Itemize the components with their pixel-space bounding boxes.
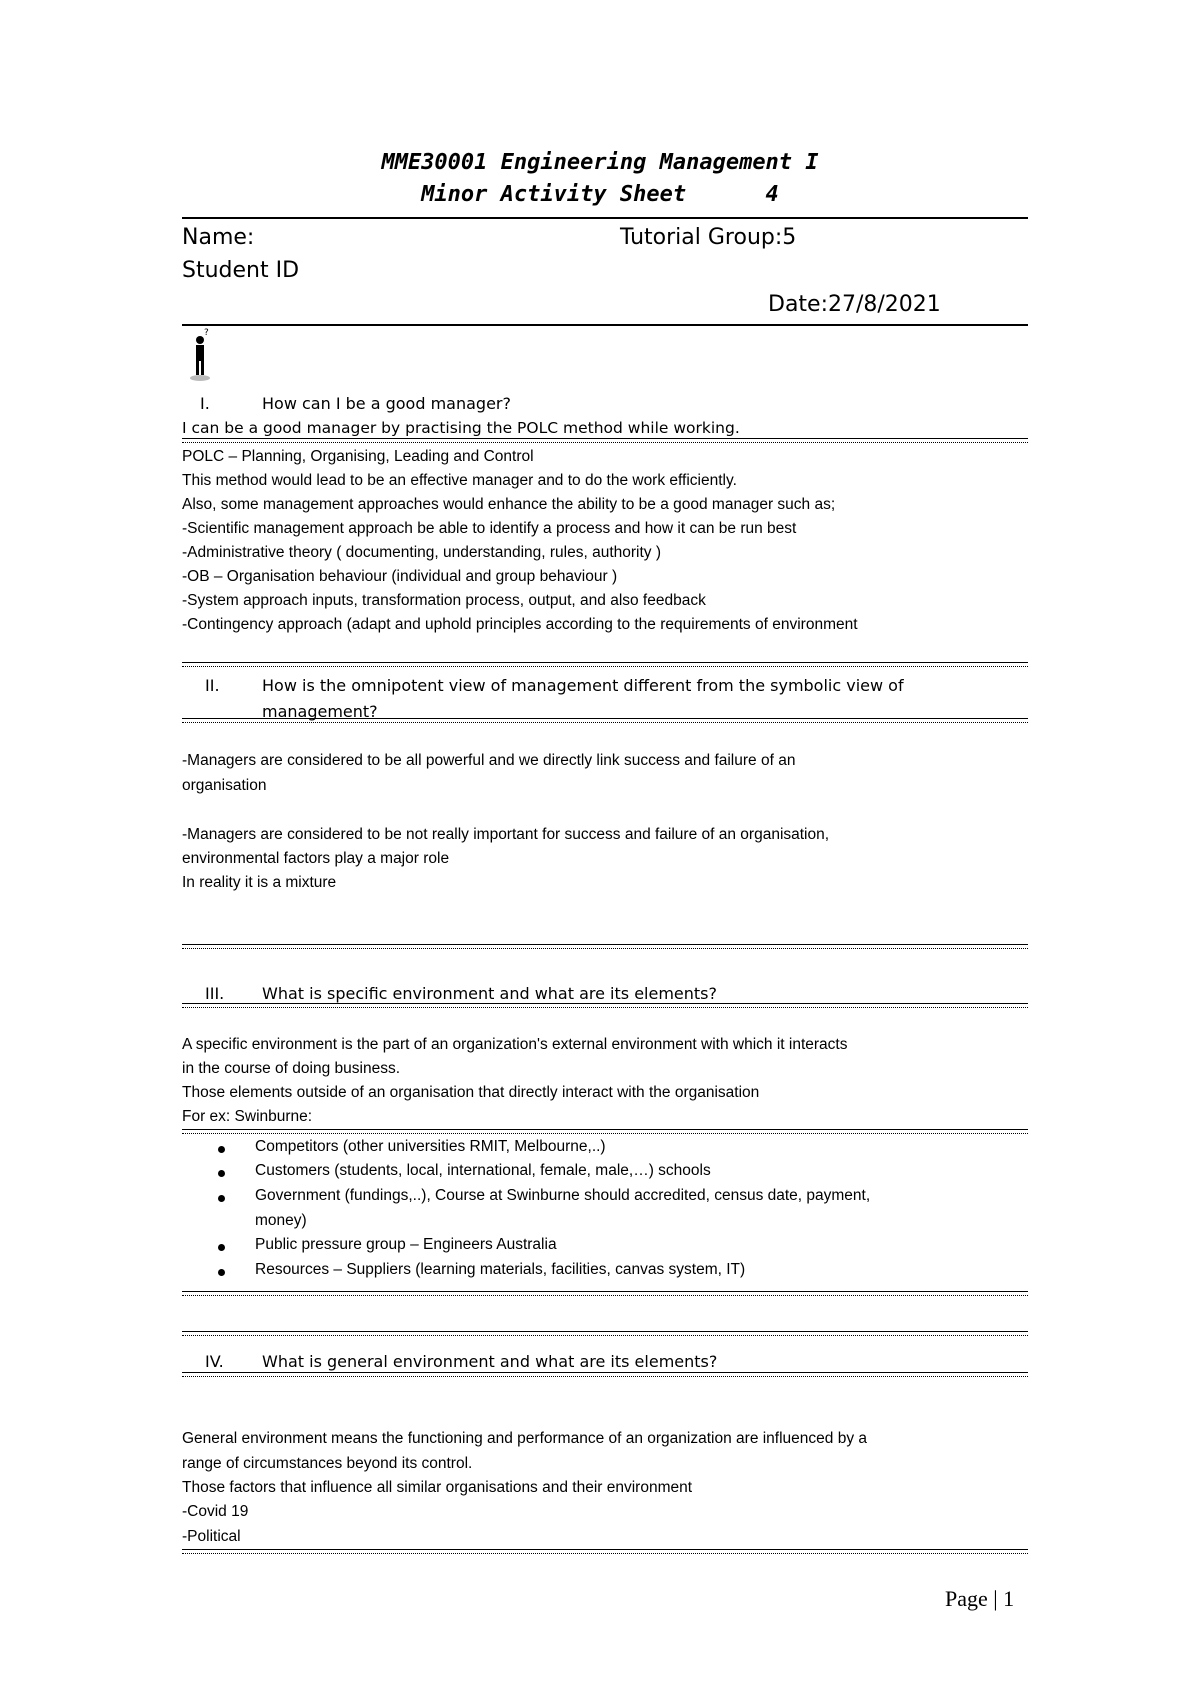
bullet-icon <box>218 1195 225 1202</box>
answer-1-line-7: -OB – Organisation behaviour (individual and group behaviour ) <box>182 568 618 585</box>
tutorial-group: Tutorial Group:5 <box>620 225 797 250</box>
answer-underline <box>182 1549 1028 1554</box>
bullet-item-1: Competitors (other universities RMIT, Melbourne,..) <box>255 1138 606 1155</box>
bullet-item-2: Customers (students, local, international, female, male,…) schools <box>255 1162 711 1179</box>
bullet-item-5: Resources – Suppliers (learning materials, facilities, canvas system, IT) <box>255 1261 746 1278</box>
question-3-text: What is specific environment and what are its elements? <box>262 984 717 1003</box>
question-number-1: I. <box>200 394 210 413</box>
question-number-4: IV. <box>205 1352 224 1371</box>
header-bottom-rule <box>182 324 1028 326</box>
answer-3-line-4: For ex: Swinburne: <box>182 1108 313 1125</box>
name-label: Name: <box>182 225 255 250</box>
answer-3-line-3: Those elements outside of an organisation that directly interact with the organisation <box>182 1084 760 1101</box>
bullet-icon <box>218 1269 225 1276</box>
answer-underline <box>182 1291 1028 1296</box>
answer-2-line-1: -Managers are considered to be all powerful and we directly link success and failure of an <box>182 752 796 769</box>
answer-underline <box>182 662 1028 667</box>
answer-1-line-1: I can be a good manager by practising the POLC method while working. <box>182 419 740 437</box>
answer-4-line-5: -Political <box>182 1528 241 1545</box>
bullet-item-3: Government (fundings,..), Course at Swinburne should accredited, census date, payment, <box>255 1187 871 1204</box>
thinking-person-icon <box>186 326 216 384</box>
answer-1-line-2: POLC – Planning, Organising, Leading and Control <box>182 448 534 465</box>
student-id-label: Student ID <box>182 258 300 283</box>
answer-underline <box>182 718 1028 723</box>
question-4-text: What is general environment and what are its elements? <box>262 1352 718 1371</box>
question-2-text-line-1: How is the omnipotent view of management different from the symbolic view of <box>262 676 904 695</box>
header-top-rule <box>182 217 1028 219</box>
question-number-3: III. <box>205 984 225 1003</box>
answer-3-line-2: in the course of doing business. <box>182 1060 400 1077</box>
answer-4-line-1: General environment means the functioning and performance of an organization are influenced by a <box>182 1430 868 1447</box>
answer-2-line-2: organisation <box>182 777 267 794</box>
answer-2-line-5: In reality it is a mixture <box>182 874 337 891</box>
page-number: Page | 1 <box>945 1586 1015 1611</box>
answer-underline <box>182 1372 1028 1377</box>
answer-underline <box>182 438 1028 443</box>
bullet-icon <box>218 1146 225 1153</box>
answer-underline <box>182 1129 1028 1134</box>
answer-underline <box>182 944 1028 949</box>
document-title: MME30001 Engineering Management I <box>381 150 819 175</box>
answer-4-line-2: range of circumstances beyond its control. <box>182 1455 473 1472</box>
bullet-icon <box>218 1170 225 1177</box>
answer-3-line-1: A specific environment is the part of an organization's external environment with which it interacts <box>182 1036 848 1053</box>
answer-1-line-9: -Contingency approach (adapt and uphold principles according to the requirements of environment <box>182 616 858 633</box>
answer-underline <box>182 1331 1028 1336</box>
answer-1-line-6: -Administrative theory ( documenting, understanding, rules, authority ) <box>182 544 662 561</box>
answer-2-line-4: environmental factors play a major role <box>182 850 450 867</box>
answer-2-line-3: -Managers are considered to be not really important for success and failure of an organisation, <box>182 826 830 843</box>
answer-1-line-5: -Scientific management approach be able to identify a process and how it can be run best <box>182 520 797 537</box>
answer-underline <box>182 1003 1028 1008</box>
document-subtitle: Minor Activity Sheet 4 <box>421 182 779 207</box>
question-number-2: II. <box>205 676 220 695</box>
question-2-text-line-2: management? <box>262 702 378 721</box>
bullet-icon <box>218 1244 225 1251</box>
answer-1-line-3: This method would lead to be an effective manager and to do the work efficiently. <box>182 472 737 489</box>
bullet-item-4: Public pressure group – Engineers Australia <box>255 1236 557 1253</box>
answer-1-line-4: Also, some management approaches would enhance the ability to be a good manager such as; <box>182 496 836 513</box>
svg-text:?: ? <box>204 328 209 338</box>
question-1-text: How can I be a good manager? <box>262 394 511 413</box>
answer-1-line-8: -System approach inputs, transformation process, output, and also feedback <box>182 592 706 609</box>
date: Date:27/8/2021 <box>768 292 941 317</box>
answer-4-line-3: Those factors that influence all similar organisations and their environment <box>182 1479 693 1496</box>
answer-4-line-4: -Covid 19 <box>182 1503 249 1520</box>
bullet-item-3-continued: money) <box>255 1212 307 1229</box>
